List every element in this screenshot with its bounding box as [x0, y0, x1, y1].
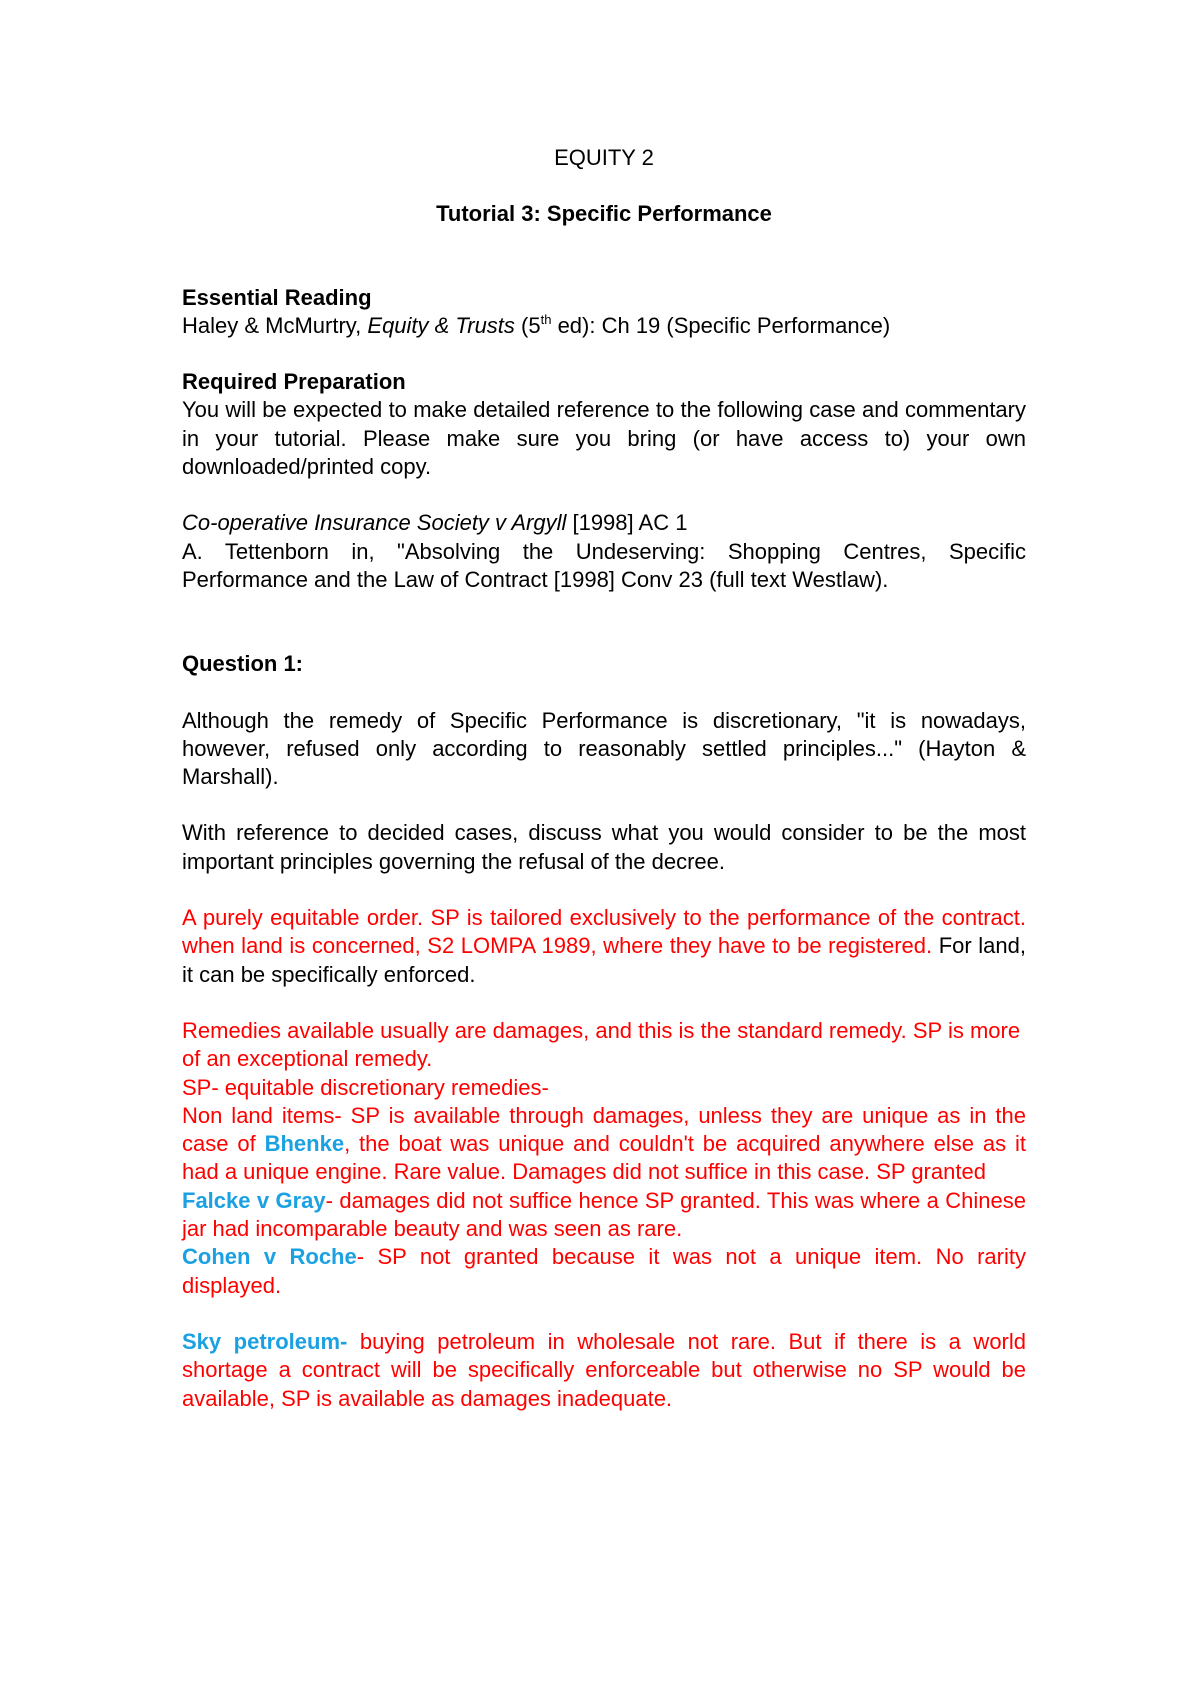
note-paragraph-5 — [182, 1187, 1026, 1244]
essential-reading-chapter: ed): Ch 19 (Specific Performance) — [551, 312, 891, 338]
note-4-before: Non land items- SP is available through damages, unless they are unique as in the case of — [182, 1102, 1026, 1157]
required-preparation-heading: Required Preparation — [182, 369, 406, 395]
question-paragraph-2: With reference to decided cases, discuss what you would consider to be the most important principles governing the refusal of the decree. — [182, 820, 1026, 874]
question-heading: Question 1: — [182, 651, 304, 677]
case-bhenke: Bhenke — [264, 1131, 345, 1157]
question-paragraph-1: Although the remedy of Specific Performance is discretionary, "it is nowadays, however, refused only according to reasonably settled principles..." (Hayton & Marshall). — [182, 707, 1026, 790]
note-7-after: buying petroleum in wholesale not rare. But if there is a world shortage a contract will be specifically enforceable but otherwise no SP would be available, SP is available as damages inadequate. — [182, 1328, 1026, 1411]
essential-reading-book-title: Equity & Trusts — [367, 312, 515, 338]
case-name: Co-operative Insurance Society v Argyll — [182, 510, 567, 536]
document-subtitle: Tutorial 3: Specific Performance — [436, 201, 772, 227]
note-1-red-text: A purely equitable order. SP is tailored exclusively to the performance of the contract. when land is concerned, S2 LOMPA 1989, where they have to be registered. — [182, 905, 1026, 959]
note-paragraph-2: Remedies available usually are damages, and this is the standard remedy. SP is more of an exceptional remedy. — [182, 1017, 1021, 1072]
note-6-after: - SP not granted because it was not a unique item. No rarity displayed. — [182, 1244, 1026, 1298]
essential-reading-heading: Essential Reading — [182, 284, 372, 310]
document-title: EQUITY 2 — [554, 145, 654, 170]
case-citation: [1998] AC 1 — [566, 510, 688, 536]
essential-reading-edition-prefix: (5 — [514, 312, 541, 338]
note-paragraph-6 — [182, 1243, 1026, 1300]
note-5-after: - damages did not suffice hence SP granted. This was where a Chinese jar had incomparable beauty and was seen as rare. — [182, 1187, 1026, 1242]
note-4-after: , the boat was unique and couldn't be acquired anywhere else as it had a unique engine. Rare value. Damages did not suffice in this case. SP granted — [182, 1131, 1026, 1185]
required-preparation-body: You will be expected to make detailed reference to the following case and commentary in your tutorial. Please make sure you bring (or have access to) your own downloaded/printed copy. — [182, 397, 1026, 480]
essential-reading-text — [182, 312, 1026, 340]
essential-reading-authors: Haley & McMurtry, — [182, 312, 368, 338]
essential-reading-edition-sup: th — [540, 311, 552, 327]
case-reference — [182, 509, 1026, 537]
note-paragraph-1 — [182, 904, 1026, 989]
note-paragraph-7 — [182, 1328, 1026, 1413]
commentary-reference: A. Tettenborn in, "Absolving the Undeserving: Shopping Centres, Specific Performance and the Law of Contract [1998] Conv 23 (full text Westlaw). — [182, 538, 1026, 592]
note-paragraph-4 — [182, 1102, 1026, 1187]
document-body — [182, 144, 1026, 1413]
case-sky-petroleum: Sky petroleum- — [182, 1328, 348, 1354]
note-paragraph-3: SP- equitable discretionary remedies- — [182, 1074, 549, 1100]
case-cohen-v-roche: Cohen v Roche — [182, 1244, 357, 1270]
case-falcke-v-gray: Falcke v Gray — [182, 1187, 326, 1213]
note-1-black-text: For land, it can be specifically enforced. — [182, 933, 1026, 987]
